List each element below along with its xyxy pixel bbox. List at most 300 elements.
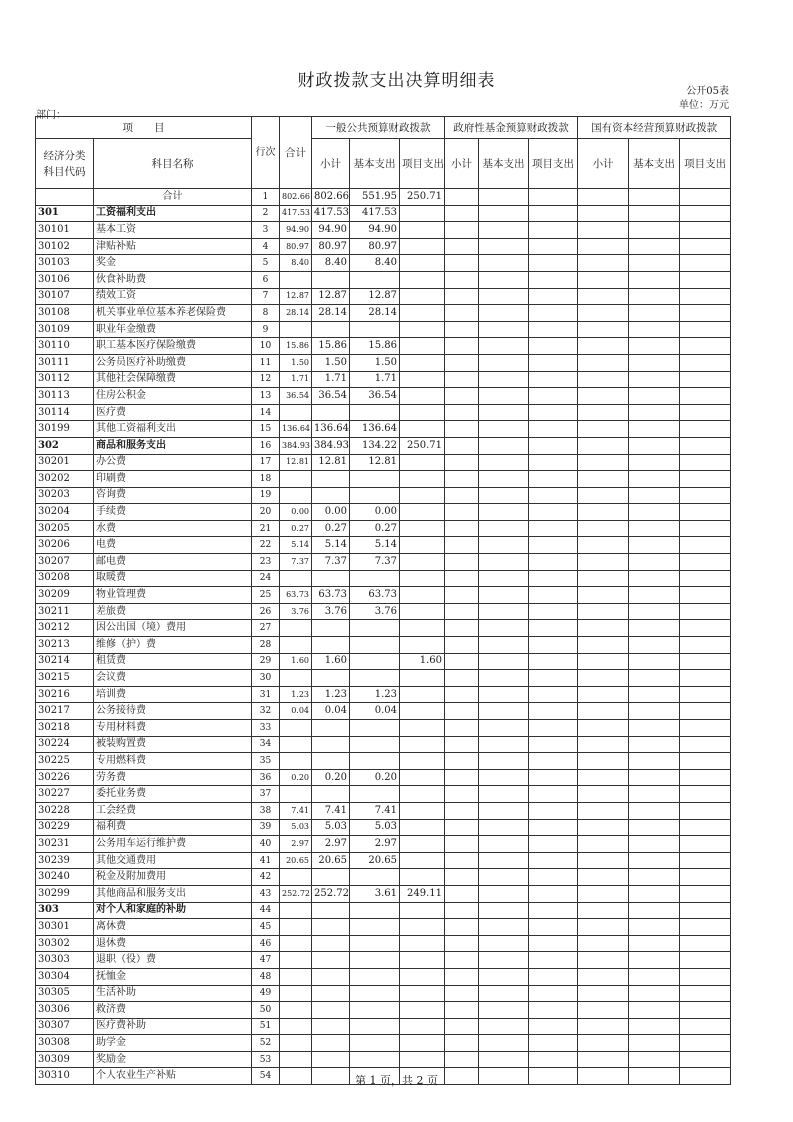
gf-project-cell: [529, 802, 578, 819]
sc-subtotal-cell: [578, 968, 629, 985]
sc-project-cell: [680, 520, 731, 537]
seq-cell: 11: [252, 354, 280, 371]
seq-cell: 36: [252, 769, 280, 786]
econ-code-cell: 30201: [36, 454, 94, 471]
sc-subtotal-cell: [578, 271, 629, 288]
table-row: [36, 836, 731, 853]
total-cell: [280, 869, 312, 886]
total-cell: 252.72: [280, 885, 312, 902]
sc-basic-cell: [629, 1018, 680, 1035]
econ-code-cell: 30228: [36, 802, 94, 819]
sc-project-cell: [680, 570, 731, 587]
sc-basic-cell: [629, 869, 680, 886]
gb-basic-cell: [350, 570, 400, 587]
seq-cell: 42: [252, 869, 280, 886]
gf-subtotal-cell: [445, 786, 479, 803]
gf-project-cell: [529, 554, 578, 571]
seq-cell: 8: [252, 305, 280, 322]
gb-project-cell: [400, 354, 445, 371]
gb-subtotal-cell: 36.54: [312, 388, 350, 405]
gf-basic-cell: [479, 603, 529, 620]
gb-project-cell: [400, 321, 445, 338]
sc-project-cell: [680, 670, 731, 687]
gf-project-cell: [529, 537, 578, 554]
sc-subtotal-cell: [578, 338, 629, 355]
gf-subtotal-cell: [445, 421, 479, 438]
sc-basic-cell: [629, 537, 680, 554]
sc-project-cell: [680, 487, 731, 504]
sc-subtotal-cell: [578, 1002, 629, 1019]
sc-project-cell: [680, 471, 731, 488]
gf-subtotal-cell: [445, 288, 479, 305]
header-gf-project: 项目支出: [529, 139, 578, 189]
total-cell: 5.03: [280, 819, 312, 836]
sc-subtotal-cell: [578, 852, 629, 869]
sc-basic-cell: [629, 421, 680, 438]
total-cell: 1.50: [280, 354, 312, 371]
subject-name-cell: 办公费: [94, 454, 252, 471]
gb-subtotal-cell: 7.37: [312, 554, 350, 571]
econ-code-cell: 30212: [36, 620, 94, 637]
subject-name-cell: 退职（役）费: [94, 952, 252, 969]
gf-basic-cell: [479, 288, 529, 305]
total-cell: 2.97: [280, 836, 312, 853]
gb-subtotal-cell: 1.71: [312, 371, 350, 388]
header-subject-name: 科目名称: [94, 139, 252, 189]
gf-basic-cell: [479, 255, 529, 272]
total-cell: 8.40: [280, 255, 312, 272]
gf-project-cell: [529, 753, 578, 770]
subject-name-cell: 奖金: [94, 255, 252, 272]
gb-subtotal-cell: [312, 1002, 350, 1019]
sc-project-cell: [680, 189, 731, 206]
gb-project-cell: [400, 504, 445, 521]
gb-subtotal-cell: 12.87: [312, 288, 350, 305]
gb-subtotal-cell: [312, 637, 350, 654]
sc-basic-cell: [629, 720, 680, 737]
subject-name-cell: 税金及附加费用: [94, 869, 252, 886]
sc-basic-cell: [629, 703, 680, 720]
sc-subtotal-cell: [578, 371, 629, 388]
gf-project-cell: [529, 338, 578, 355]
gf-basic-cell: [479, 620, 529, 637]
sc-basic-cell: [629, 1051, 680, 1068]
subject-name-cell: 印刷费: [94, 471, 252, 488]
gf-project-cell: [529, 919, 578, 936]
gb-project-cell: [400, 1051, 445, 1068]
sc-subtotal-cell: [578, 404, 629, 421]
gb-subtotal-cell: 2.97: [312, 836, 350, 853]
sc-project-cell: [680, 222, 731, 239]
gb-basic-cell: 3.61: [350, 885, 400, 902]
econ-code-cell: 30108: [36, 305, 94, 322]
sc-project-cell: [680, 271, 731, 288]
gf-project-cell: [529, 271, 578, 288]
sc-basic-cell: [629, 321, 680, 338]
gf-subtotal-cell: [445, 769, 479, 786]
subject-name-cell: 机关事业单位基本养老保险费: [94, 305, 252, 322]
econ-code-cell: 30111: [36, 354, 94, 371]
sc-basic-cell: [629, 952, 680, 969]
total-cell: 94.90: [280, 222, 312, 239]
sc-subtotal-cell: [578, 537, 629, 554]
econ-code-cell: 302: [36, 437, 94, 454]
seq-cell: 17: [252, 454, 280, 471]
table-row: [36, 404, 731, 421]
econ-code-cell: 30227: [36, 786, 94, 803]
gb-project-cell: [400, 935, 445, 952]
sc-subtotal-cell: [578, 603, 629, 620]
table-row: [36, 205, 731, 222]
sc-subtotal-cell: [578, 1051, 629, 1068]
table-row: [36, 554, 731, 571]
gf-project-cell: [529, 852, 578, 869]
gb-basic-cell: [350, 1002, 400, 1019]
gf-basic-cell: [479, 388, 529, 405]
sc-subtotal-cell: [578, 919, 629, 936]
seq-cell: 39: [252, 819, 280, 836]
sc-subtotal-cell: [578, 902, 629, 919]
gb-basic-cell: [350, 653, 400, 670]
econ-code-cell: 30303: [36, 952, 94, 969]
header-gf-subtotal: 小计: [445, 139, 479, 189]
econ-code-cell: 30203: [36, 487, 94, 504]
table-row: [36, 985, 731, 1002]
table-row: [36, 504, 731, 521]
seq-cell: 30: [252, 670, 280, 687]
sc-basic-cell: [629, 802, 680, 819]
table-row: [36, 736, 731, 753]
sc-basic-cell: [629, 753, 680, 770]
gb-subtotal-cell: 5.14: [312, 537, 350, 554]
econ-code-cell: 30213: [36, 637, 94, 654]
header-econ-code: 经济分类 科目代码: [36, 139, 94, 189]
gf-subtotal-cell: [445, 205, 479, 222]
gf-basic-cell: [479, 487, 529, 504]
header-sc-project: 项目支出: [680, 139, 731, 189]
table-row: [36, 885, 731, 902]
gb-basic-cell: [350, 471, 400, 488]
gf-basic-cell: [479, 238, 529, 255]
total-cell: [280, 919, 312, 936]
gf-basic-cell: [479, 852, 529, 869]
gf-basic-cell: [479, 537, 529, 554]
gf-subtotal-cell: [445, 238, 479, 255]
sc-project-cell: [680, 603, 731, 620]
gb-project-cell: [400, 819, 445, 836]
econ-code-cell: 30225: [36, 753, 94, 770]
gb-subtotal-cell: [312, 1018, 350, 1035]
gf-basic-cell: [479, 354, 529, 371]
subject-name-cell: 福利费: [94, 819, 252, 836]
seq-cell: 46: [252, 935, 280, 952]
gf-project-cell: [529, 786, 578, 803]
gf-project-cell: [529, 205, 578, 222]
table-row: [36, 570, 731, 587]
gb-project-cell: [400, 554, 445, 571]
seq-cell: 34: [252, 736, 280, 753]
gb-project-cell: [400, 421, 445, 438]
gb-basic-cell: 0.27: [350, 520, 400, 537]
sc-basic-cell: [629, 620, 680, 637]
econ-code-cell: 30204: [36, 504, 94, 521]
gf-project-cell: [529, 670, 578, 687]
gb-basic-cell: 0.00: [350, 504, 400, 521]
sc-basic-cell: [629, 985, 680, 1002]
gf-basic-cell: [479, 703, 529, 720]
seq-cell: 14: [252, 404, 280, 421]
total-cell: 15.86: [280, 338, 312, 355]
subject-name-cell: 其他商品和服务支出: [94, 885, 252, 902]
gf-project-cell: [529, 968, 578, 985]
gf-basic-cell: [479, 1002, 529, 1019]
sc-subtotal-cell: [578, 288, 629, 305]
gb-basic-cell: [350, 753, 400, 770]
gb-basic-cell: [350, 321, 400, 338]
gb-basic-cell: 80.97: [350, 238, 400, 255]
table-row: [36, 852, 731, 869]
gf-project-cell: [529, 454, 578, 471]
total-cell: [280, 487, 312, 504]
sc-basic-cell: [629, 338, 680, 355]
sc-project-cell: [680, 736, 731, 753]
seq-cell: 4: [252, 238, 280, 255]
sc-basic-cell: [629, 271, 680, 288]
total-cell: [280, 935, 312, 952]
sc-project-cell: [680, 769, 731, 786]
econ-code-cell: 30110: [36, 338, 94, 355]
gf-project-cell: [529, 769, 578, 786]
gb-subtotal-cell: [312, 968, 350, 985]
gf-project-cell: [529, 952, 578, 969]
econ-code-cell: 30310: [36, 1068, 94, 1085]
gb-subtotal-cell: [312, 919, 350, 936]
header-seq: 行次: [252, 117, 280, 189]
sc-basic-cell: [629, 404, 680, 421]
gf-basic-cell: [479, 802, 529, 819]
sc-basic-cell: [629, 736, 680, 753]
gb-subtotal-cell: 94.90: [312, 222, 350, 239]
gb-project-cell: [400, 238, 445, 255]
sc-project-cell: [680, 437, 731, 454]
expenditure-table: [35, 116, 731, 1085]
gb-project-cell: 250.71: [400, 437, 445, 454]
subject-name-cell: 培训费: [94, 686, 252, 703]
gb-subtotal-cell: 80.97: [312, 238, 350, 255]
gf-subtotal-cell: [445, 504, 479, 521]
gb-basic-cell: 94.90: [350, 222, 400, 239]
gf-subtotal-cell: [445, 902, 479, 919]
gf-subtotal-cell: [445, 537, 479, 554]
total-cell: [280, 321, 312, 338]
sc-basic-cell: [629, 637, 680, 654]
total-cell: 28.14: [280, 305, 312, 322]
sc-project-cell: [680, 354, 731, 371]
sc-subtotal-cell: [578, 504, 629, 521]
total-cell: 1.71: [280, 371, 312, 388]
gf-subtotal-cell: [445, 653, 479, 670]
sc-basic-cell: [629, 935, 680, 952]
econ-code-cell: 30302: [36, 935, 94, 952]
gf-basic-cell: [479, 454, 529, 471]
table-row: [36, 238, 731, 255]
total-cell: [280, 736, 312, 753]
total-cell: [280, 637, 312, 654]
econ-code-cell: 30208: [36, 570, 94, 587]
sc-subtotal-cell: [578, 653, 629, 670]
total-cell: 1.60: [280, 653, 312, 670]
header-general-budget: 一般公共预算财政拨款: [312, 117, 445, 139]
seq-cell: 38: [252, 802, 280, 819]
subject-name-cell: 职业年金缴费: [94, 321, 252, 338]
table-row: [36, 471, 731, 488]
gf-project-cell: [529, 189, 578, 206]
sc-project-cell: [680, 935, 731, 952]
gf-subtotal-cell: [445, 570, 479, 587]
seq-cell: 5: [252, 255, 280, 272]
sc-basic-cell: [629, 686, 680, 703]
header-gb-basic: 基本支出: [350, 139, 400, 189]
gf-subtotal-cell: [445, 338, 479, 355]
sc-subtotal-cell: [578, 238, 629, 255]
econ-code-cell: 30202: [36, 471, 94, 488]
econ-code-cell: 30309: [36, 1051, 94, 1068]
sc-basic-cell: [629, 587, 680, 604]
sc-basic-cell: [629, 288, 680, 305]
total-cell: 3.76: [280, 603, 312, 620]
gf-project-cell: [529, 354, 578, 371]
sc-subtotal-cell: [578, 637, 629, 654]
sc-project-cell: [680, 305, 731, 322]
econ-code-cell: 30239: [36, 852, 94, 869]
subject-name-cell: 专用材料费: [94, 720, 252, 737]
gb-basic-cell: 3.76: [350, 603, 400, 620]
gb-project-cell: [400, 769, 445, 786]
gf-basic-cell: [479, 919, 529, 936]
sc-basic-cell: [629, 902, 680, 919]
sc-subtotal-cell: [578, 703, 629, 720]
gf-project-cell: [529, 869, 578, 886]
subject-name-cell: 物业管理费: [94, 587, 252, 604]
gb-project-cell: [400, 338, 445, 355]
econ-code-cell: 30107: [36, 288, 94, 305]
econ-code-cell: 30207: [36, 554, 94, 571]
gb-project-cell: [400, 1035, 445, 1052]
gb-project-cell: [400, 255, 445, 272]
gf-basic-cell: [479, 1051, 529, 1068]
seq-cell: 23: [252, 554, 280, 571]
econ-code-cell: 30103: [36, 255, 94, 272]
econ-code-cell: 30218: [36, 720, 94, 737]
header-gov-fund: 政府性基金预算财政拨款: [445, 117, 578, 139]
gb-basic-cell: [350, 935, 400, 952]
sc-basic-cell: [629, 885, 680, 902]
table-row: [36, 587, 731, 604]
table-row: [36, 271, 731, 288]
subject-name-cell: 差旅费: [94, 603, 252, 620]
sc-project-cell: [680, 952, 731, 969]
table-row: [36, 802, 731, 819]
gf-basic-cell: [479, 836, 529, 853]
seq-cell: 13: [252, 388, 280, 405]
econ-code-cell: 30226: [36, 769, 94, 786]
sc-project-cell: [680, 338, 731, 355]
page-footer: 第 1 页，共 2 页: [355, 1074, 438, 1087]
gb-subtotal-cell: 1.50: [312, 354, 350, 371]
gf-project-cell: [529, 587, 578, 604]
gb-project-cell: 249.11: [400, 885, 445, 902]
sc-basic-cell: [629, 520, 680, 537]
gb-project-cell: [400, 305, 445, 322]
gb-project-cell: [400, 487, 445, 504]
gf-subtotal-cell: [445, 637, 479, 654]
gf-project-cell: [529, 819, 578, 836]
form-number: 公开05表: [686, 86, 729, 97]
total-cell: [280, 670, 312, 687]
gf-subtotal-cell: [445, 985, 479, 1002]
gb-subtotal-cell: [312, 321, 350, 338]
sc-subtotal-cell: [578, 686, 629, 703]
gf-subtotal-cell: [445, 753, 479, 770]
table-row: [36, 255, 731, 272]
gb-basic-cell: [350, 902, 400, 919]
subject-name-cell: 公务用车运行维护费: [94, 836, 252, 853]
gb-basic-cell: [350, 620, 400, 637]
page-title: 财政拨款支出决算明细表: [297, 71, 496, 91]
total-cell: 0.04: [280, 703, 312, 720]
sc-subtotal-cell: [578, 587, 629, 604]
gf-subtotal-cell: [445, 720, 479, 737]
gb-subtotal-cell: [312, 271, 350, 288]
gf-basic-cell: [479, 952, 529, 969]
gf-subtotal-cell: [445, 520, 479, 537]
sc-project-cell: [680, 321, 731, 338]
gb-project-cell: [400, 686, 445, 703]
gf-subtotal-cell: [445, 968, 479, 985]
header-gb-subtotal: 小计: [312, 139, 350, 189]
gb-basic-cell: [350, 637, 400, 654]
total-cell: [280, 404, 312, 421]
seq-cell: 7: [252, 288, 280, 305]
sc-subtotal-cell: [578, 471, 629, 488]
gf-basic-cell: [479, 520, 529, 537]
table-row: [36, 968, 731, 985]
seq-cell: 50: [252, 1002, 280, 1019]
total-cell: 12.81: [280, 454, 312, 471]
gb-project-cell: [400, 753, 445, 770]
gf-project-cell: [529, 437, 578, 454]
sc-basic-cell: [629, 819, 680, 836]
gf-project-cell: [529, 686, 578, 703]
gb-subtotal-cell: [312, 935, 350, 952]
gf-project-cell: [529, 388, 578, 405]
gb-subtotal-cell: [312, 1035, 350, 1052]
subject-name-cell: 会议费: [94, 670, 252, 687]
gf-project-cell: [529, 371, 578, 388]
gb-project-cell: [400, 454, 445, 471]
gb-subtotal-cell: 3.76: [312, 603, 350, 620]
gb-basic-cell: 12.81: [350, 454, 400, 471]
subject-name-cell: 医疗费: [94, 404, 252, 421]
sc-project-cell: [680, 869, 731, 886]
subject-name-cell: 抚恤金: [94, 968, 252, 985]
table-row: [36, 720, 731, 737]
sc-subtotal-cell: [578, 935, 629, 952]
gf-basic-cell: [479, 653, 529, 670]
gb-project-cell: [400, 952, 445, 969]
table-row: [36, 935, 731, 952]
seq-cell: 48: [252, 968, 280, 985]
